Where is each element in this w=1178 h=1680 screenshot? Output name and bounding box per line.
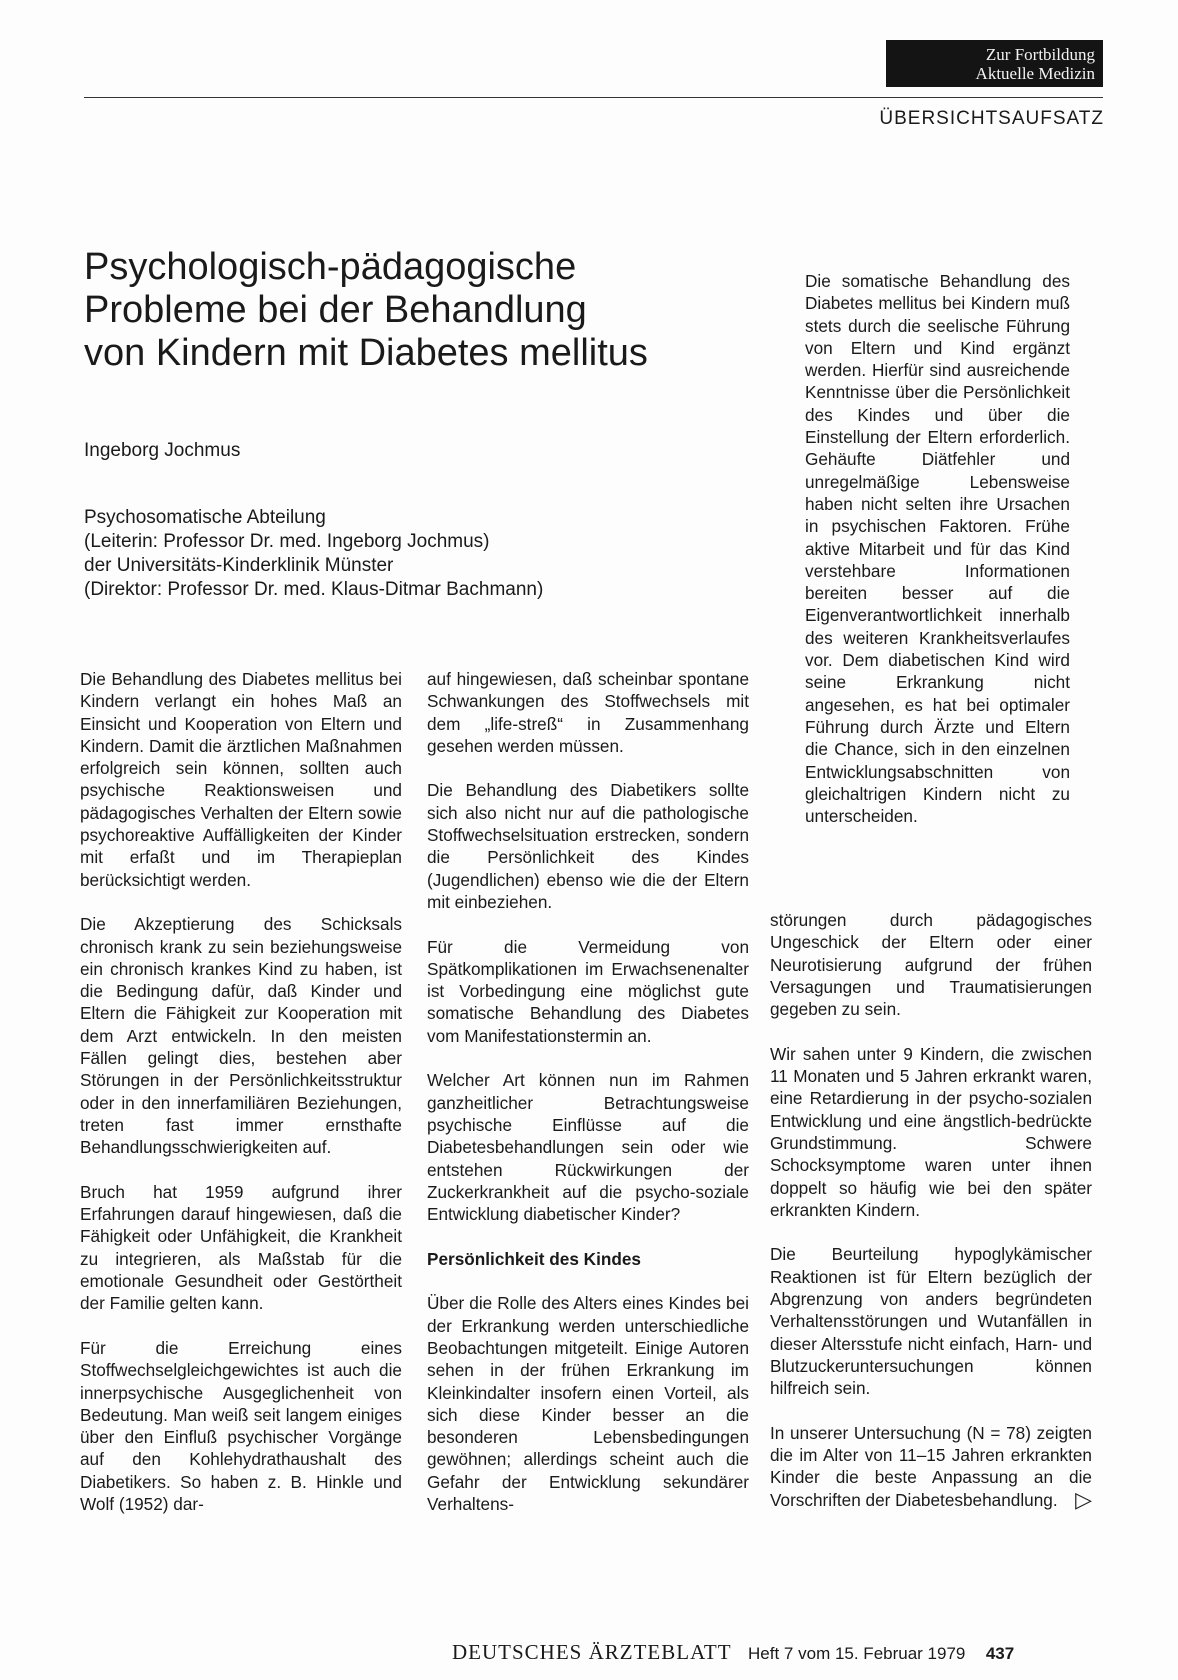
header-box (886, 40, 1103, 87)
abstract (805, 270, 1070, 827)
paragraph: Wir sahen unter 9 Kindern, die zwischen 11 Monaten und 5 Jahren erkrankt waren, eine Retardierung in der psycho-sozialen Entwicklung und eine ängstlich-bedrückte Grundstimmung. Schwere Schocksymptome waren unter ihnen doppelt so häufig wie bei den später erkrankten Kindern. (770, 1043, 1092, 1220)
header-rule (84, 97, 1103, 98)
affiliation-line: Psychosomatische Abteilung (84, 507, 326, 528)
affiliation-line: (Leiterin: Professor Dr. med. Ingeborg Jochmus) (84, 531, 490, 552)
paragraph: Über die Rolle des Alters eines Kindes bei der Erkrankung werden unterschiedliche Beobachtungen mitgeteilt. Einige Autoren sehen in der frühen Erkrankung im Kleinkindalter insofern einen Vorteil, als sich diese Kinder besser an die besonderen Lebensbedingungen gewöhnen; allerdings scheint auch die Gefahr der Entwicklung sekundärer Verhaltens- (427, 1293, 749, 1514)
body-column-2 (427, 668, 749, 1515)
paragraph: Die Beurteilung hypoglykämischer Reaktionen ist für Eltern bezüglich der Abgrenzung von anders begründeten Verhaltensstörungen und Wutanfällen in dieser Altersstufe nicht einfach, Harn- und Blutzuckeruntersuchungen können hilfreich sein. (770, 1244, 1092, 1399)
paragraph-text: In unserer Untersuchung (N = 78) zeigten die im Alter von 11–15 Jahren erkrankten Kinder die beste Anpassung an die Vorschriften der Diabetesbehandlung. (770, 1422, 1092, 1510)
section-label: ÜBERSICHTSAUFSATZ (879, 108, 1104, 129)
issue-info: Heft 7 vom 15. Februar 1979 (748, 1644, 966, 1663)
paragraph: Die Behandlung des Diabetikers sollte sich also nicht nur auf die pathologische Stoffwechselsituation erstrecken, sondern die Persönlichkeit des Kindes (Jugendlichen) ebenso wie die der Eltern mit einbeziehen. (427, 780, 749, 912)
affiliation-line: der Universitäts-Kinderklinik Münster (84, 555, 394, 576)
journal-name: DEUTSCHES ÄRZTEBLATT (452, 1640, 732, 1664)
paragraph: Bruch hat 1959 aufgrund ihrer Erfahrungen darauf hingewiesen, daß die Fähigkeit oder Unfähigkeit, die Krankheit zu integrieren, als Maßstab für die emotionale Gesundheit oder Gestörtheit der Familie gelten kann. (80, 1181, 402, 1314)
affiliation (84, 506, 543, 602)
paragraph: Für die Erreichung eines Stoffwechselgleichgewichtes ist auch die innerpsychische Ausgeglichenheit von Bedeutung. Man weiß seit langem einiges über den Einfluß psychischer Vorgänge auf den Kohlehydrathaushalt des Diabetikers. So haben z. B. Hinkle und Wolf (1952) dar- (80, 1337, 402, 1514)
title-line: von Kindern mit Diabetes mellitus (84, 332, 648, 374)
paragraph: Welcher Art können nun im Rahmen ganzheitlicher Betrachtungsweise psychische Einflüsse auf die Diabetesbehandlungen sein oder wie entstehen Rückwirkungen der Zuckerkrankheit auf die psycho-soziale Entwicklung diabetischer Kinder? (427, 1070, 749, 1225)
affiliation-line: (Direktor: Professor Dr. med. Klaus-Ditmar Bachmann) (84, 579, 544, 600)
header-box-line: Aktuelle Medizin (975, 64, 1095, 83)
body-column-3 (770, 909, 1092, 1511)
section-heading: Persönlichkeit des Kindes (427, 1248, 641, 1269)
continue-arrow-icon: ▷ (1075, 1486, 1092, 1512)
paragraph: Die Akzeptierung des Schicksals chronisch krank zu sein beziehungsweise ein chronisch krankes Kind zu haben, ist die Bedingung dafür, daß Kinder und Eltern die Fähigkeit zur Kooperation mit dem Arzt entwickeln. In den meisten Fällen gelingt dies, bestehen aber Störungen in der Persönlichkeitsstruktur oder in den innerfamiliären Beziehungen, treten fast immer ernsthafte Behandlungsschwierigkeiten auf. (80, 914, 402, 1158)
author-name: Ingeborg Jochmus (84, 440, 241, 461)
paragraph: störungen durch pädagogisches Ungeschick der Eltern oder einer Neurotisierung aufgrund der frühen Versagungen und Traumatisierungen gegeben zu sein. (770, 910, 1092, 1020)
paragraph: auf hingewiesen, daß scheinbar spontane Schwankungen des Stoffwechsels mit dem „life-streß“ in Zusammenhang gesehen werden müssen. (427, 669, 749, 756)
page-number: 437 (985, 1644, 1015, 1663)
title-line: Psychologisch-pädagogische (84, 246, 577, 288)
page-footer (452, 1640, 1014, 1665)
paragraph: Für die Vermeidung von Spätkomplikationen im Erwachsenenalter ist Vorbedingung eine möglichst gute somatische Behandlung des Diabetes vom Manifestationstermin an. (427, 936, 749, 1046)
header-box-line: Zur Fortbildung (985, 45, 1095, 64)
title-line: Probleme bei der Behandlung (84, 289, 587, 331)
paragraph: Die Behandlung des Diabetes mellitus bei Kindern verlangt ein hohes Maß an Einsicht und Kooperation von Eltern und Kindern. Damit die ärztlichen Maßnahmen erfolgreich sein können, sollten auch psychische Reaktionsweisen und pädagogisches Verhalten der Eltern sowie psychoreaktive Auffälligkeiten der Kinder mit erfaßt und im Therapieplan berücksichtigt werden. (80, 669, 402, 890)
abstract-text: Die somatische Behandlung des Diabetes mellitus bei Kindern muß stets durch die seelische Führung von Eltern und Kind ergänzt werden. Hierfür sind ausreichende Kenntnisse über die Persönlichkeit des Kindes und über die Einstellung der Eltern erforderlich. Gehäufte Diätfehler und unregelmäßige Lebensweise haben nicht selten ihre Ursachen in psychischen Faktoren. Frühe aktive Mitarbeit und für das Kind verstehbare Informationen bereiten besser auf die Eigenverantwortlichkeit innerhalb des weiteren Krankheitsverlaufes vor. Dem diabetischen Kind wird seine Erkrankung nicht angesehen, es hat bei optimaler Führung durch Ärzte und Eltern die Chance, sich in den einzelnen Entwicklungsabschnitten von gleichaltrigen Kindern nicht zu unterscheiden. (805, 271, 1070, 827)
article-title (84, 246, 784, 375)
body-column-1 (80, 668, 402, 1515)
paragraph (770, 1422, 1092, 1511)
